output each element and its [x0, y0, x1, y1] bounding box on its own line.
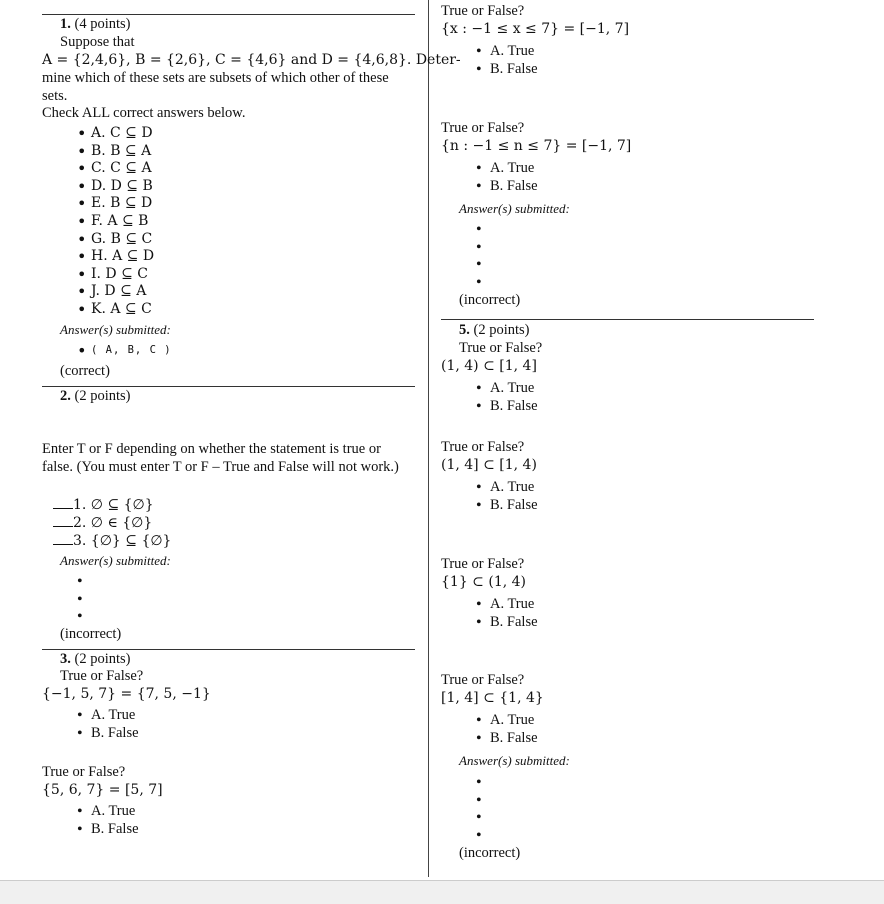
q1-statement-line3: sets. — [42, 88, 68, 104]
q1-option[interactable]: • B. B ⊆ A — [42, 143, 154, 161]
q3-options — [42, 803, 139, 838]
answer-blank[interactable] — [53, 514, 73, 527]
q5-prompt: True or False? — [441, 556, 525, 572]
q3-prompt: True or False? — [42, 764, 126, 780]
option-false[interactable]: • B. False — [441, 61, 538, 79]
q5-submitted-list — [441, 774, 490, 844]
q1-option[interactable]: • E. B ⊆ D — [42, 195, 154, 213]
answer-blank[interactable] — [53, 532, 73, 545]
option-true[interactable]: • A. True — [441, 479, 538, 497]
question-divider — [441, 319, 814, 320]
q1-intro: Suppose that — [60, 34, 135, 50]
q2-item-text: 2. ∅ ∈ {∅} — [73, 515, 153, 531]
q4-submitted-label: Answer(s) submitted: — [459, 201, 570, 216]
q4-prompt: True or False? — [441, 120, 525, 136]
q5-submitted-label: Answer(s) submitted: — [459, 753, 570, 768]
q1-points: (4 points) — [74, 16, 131, 32]
q1-submitted-answer: • ( A, B, C ) — [42, 342, 172, 360]
q4-prompt: True or False? — [441, 3, 525, 19]
q2-result: (incorrect) — [60, 626, 122, 642]
q2-submitted-answer — [42, 608, 91, 626]
option-true[interactable]: • A. True — [441, 596, 538, 614]
option-true[interactable]: • A. True — [42, 803, 139, 821]
q4-result: (incorrect) — [459, 292, 521, 308]
q2-item — [53, 496, 154, 513]
question-divider — [42, 14, 415, 15]
q3-statement: {5, 6, 7} = [5, 7] — [42, 782, 163, 798]
q2-submitted-list — [42, 573, 91, 626]
q5-points: (2 points) — [473, 322, 530, 338]
q4-submitted-answer — [441, 274, 490, 292]
q5-submitted-answer — [441, 792, 490, 810]
q2-item — [53, 532, 171, 549]
q1-result: (correct) — [60, 363, 110, 379]
option-false[interactable]: • B. False — [441, 497, 538, 515]
q1-instruction: Check ALL correct answers below. — [42, 105, 246, 121]
q1-number: 1. — [60, 16, 71, 32]
q4-submitted-answer — [441, 239, 490, 257]
q1-option[interactable]: • C. C ⊆ A — [42, 160, 154, 178]
q1-option[interactable]: • K. A ⊆ C — [42, 301, 154, 319]
q5-statement: {1} ⊂ (1, 4) — [441, 574, 526, 590]
q5-options — [441, 380, 538, 415]
q1-option[interactable]: • H. A ⊆ D — [42, 248, 154, 266]
q2-item — [53, 514, 152, 531]
answer-blank[interactable] — [53, 496, 73, 509]
q4-submitted-answer — [441, 221, 490, 239]
q4-options — [441, 160, 538, 195]
q5-prompt: True or False? — [459, 340, 543, 356]
q4-submitted-list — [441, 221, 490, 291]
viewer-bottom-bar — [0, 880, 884, 904]
option-true[interactable]: • A. True — [441, 160, 538, 178]
option-false[interactable]: • B. False — [441, 178, 538, 196]
q3-prompt: True or False? — [60, 668, 144, 684]
option-true[interactable]: • A. True — [42, 707, 139, 725]
q2-submitted-answer — [42, 591, 91, 609]
q2-number: 2. — [60, 388, 71, 404]
column-divider — [428, 0, 429, 877]
question-divider — [42, 649, 415, 650]
q5-submitted-answer — [441, 809, 490, 827]
q1-option[interactable]: • J. D ⊆ A — [42, 283, 154, 301]
option-false[interactable]: • B. False — [441, 614, 538, 632]
q3-number: 3. — [60, 651, 71, 667]
q1-submitted-label: Answer(s) submitted: — [60, 322, 171, 337]
q4-options — [441, 43, 538, 78]
option-false[interactable]: • B. False — [42, 725, 139, 743]
q2-header — [42, 388, 130, 405]
option-false[interactable]: • B. False — [441, 398, 538, 416]
q2-submitted-answer — [42, 573, 91, 591]
option-true[interactable]: • A. True — [441, 712, 538, 730]
q1-option[interactable]: • G. B ⊆ C — [42, 231, 154, 249]
q5-options — [441, 712, 538, 747]
option-true[interactable]: • A. True — [441, 380, 538, 398]
q5-result: (incorrect) — [459, 845, 521, 861]
q5-statement: (1, 4) ⊂ [1, 4] — [441, 358, 537, 374]
q3-statement: {−1, 5, 7} = {7, 5, −1} — [42, 686, 211, 702]
q4-submitted-answer — [441, 256, 490, 274]
q4-statement: {x : −1 ≤ x ≤ 7} = [−1, 7] — [441, 21, 630, 37]
q5-statement: (1, 4] ⊂ [1, 4) — [441, 457, 537, 473]
q2-points: (2 points) — [74, 388, 131, 404]
q5-header — [441, 322, 529, 339]
q1-statement-line1: A = {2,4,6}, B = {2,6}, C = {4,6} and D = {4,6,8}. Deter- — [42, 52, 461, 68]
q2-item-text: 3. {∅} ⊆ {∅} — [73, 533, 172, 549]
q5-options — [441, 596, 538, 631]
q2-instruction-line2: false. (You must enter T or F – True and False will not work.) — [42, 459, 399, 475]
q1-option[interactable]: • A. C ⊆ D — [42, 125, 154, 143]
q1-header — [42, 16, 130, 33]
q3-options — [42, 707, 139, 742]
q5-statement: [1, 4] ⊂ {1, 4} — [441, 690, 544, 706]
q5-number: 5. — [459, 322, 470, 338]
option-false[interactable]: • B. False — [441, 730, 538, 748]
option-true[interactable]: • A. True — [441, 43, 538, 61]
q5-prompt: True or False? — [441, 439, 525, 455]
q1-statement-line2: mine which of these sets are subsets of which other of these — [42, 70, 389, 86]
q5-submitted-answer — [441, 827, 490, 845]
q1-submitted-list — [42, 342, 172, 360]
q3-points: (2 points) — [74, 651, 131, 667]
q1-option[interactable]: • F. A ⊆ B — [42, 213, 154, 231]
q5-options — [441, 479, 538, 514]
option-false[interactable]: • B. False — [42, 821, 139, 839]
q2-submitted-label: Answer(s) submitted: — [60, 553, 171, 568]
question-divider — [42, 386, 415, 387]
q4-statement: {n : −1 ≤ n ≤ 7} = [−1, 7] — [441, 138, 632, 154]
q1-options — [42, 125, 154, 319]
q5-prompt: True or False? — [441, 672, 525, 688]
q5-submitted-answer — [441, 774, 490, 792]
q1-option[interactable]: • I. D ⊆ C — [42, 266, 154, 284]
q2-item-text: 1. ∅ ⊆ {∅} — [73, 497, 154, 513]
q3-header — [42, 651, 130, 668]
q2-instruction-line1: Enter T or F depending on whether the statement is true or — [42, 441, 381, 457]
q1-option[interactable]: • D. D ⊆ B — [42, 178, 154, 196]
